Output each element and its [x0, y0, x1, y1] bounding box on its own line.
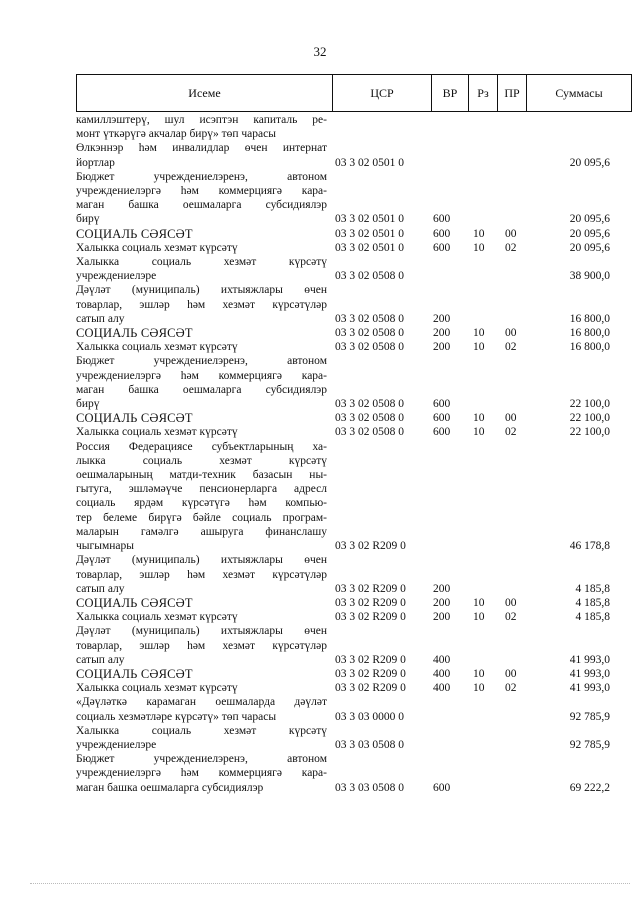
row-name-line: социаль ярдәм күрсәтүгә һәм компью-	[76, 497, 327, 510]
row-sum: 16 800,0	[569, 312, 610, 325]
row-name-line: социаль хезмәтләре күрсәтү» төп чарасы	[76, 710, 277, 723]
table-row	[76, 752, 632, 795]
row-sum: 41 993,0	[569, 682, 610, 695]
row-name	[76, 141, 331, 169]
table-row	[76, 695, 632, 723]
row-name-line: монт үткәрүгә акчалар бирү» төп чарасы	[76, 128, 276, 141]
row-sum: 4 185,8	[575, 596, 610, 609]
row-vr: 600	[433, 781, 451, 794]
row-name-line: Россия Федерациясе субъектларының ха-	[76, 440, 327, 453]
row-rz: 10	[473, 241, 485, 254]
table-body	[76, 113, 632, 795]
row-vr: 600	[433, 398, 451, 411]
row-sum: 38 900,0	[569, 270, 610, 283]
row-vr: 200	[433, 582, 451, 595]
row-name-line: маган башка оешмаларга субсидиялэр	[76, 383, 327, 396]
row-vr: 200	[433, 611, 451, 624]
row-name	[76, 724, 331, 752]
header-pr: ПР	[498, 75, 527, 111]
row-sum: 46 178,8	[569, 540, 610, 553]
row-name-line: маган башка оешмаларга субсидиялэр	[76, 199, 327, 212]
row-csr: 03 3 02 0501 0	[335, 156, 404, 169]
page-number: 32	[313, 44, 327, 59]
table-row	[76, 440, 632, 554]
table-row	[76, 624, 632, 667]
table-row	[76, 141, 632, 169]
row-sum: 69 222,2	[569, 781, 610, 794]
row-name	[76, 241, 331, 255]
row-sum: 22 100,0	[569, 426, 610, 439]
row-name-line: Дәүләт (муниципаль) ихтыяжлары өчен	[76, 284, 327, 297]
row-rz: 10	[473, 426, 485, 439]
row-name-line: маларын гамәлгә ашыруга финанслашу	[76, 525, 327, 538]
table-row	[76, 411, 632, 425]
row-name-line: гытуга, эшләмәүче пенсионерларга адресл	[76, 483, 327, 496]
row-name-line: товарлар, эшләр һәм хезмәт күрсәтүләр	[76, 298, 327, 311]
row-sum: 92 785,9	[569, 710, 610, 723]
table-row	[76, 354, 632, 411]
row-pr: 02	[505, 611, 517, 624]
row-name-line: учреждениелэргә һәм коммерциягә кара-	[76, 767, 327, 780]
row-pr: 00	[505, 227, 517, 240]
row-pr: 00	[505, 596, 517, 609]
row-csr: 03 3 02 0508 0	[335, 426, 404, 439]
row-csr: 03 3 02 0501 0	[335, 227, 404, 240]
row-name	[76, 440, 331, 554]
row-rz: 10	[473, 327, 485, 340]
table-row	[76, 425, 632, 439]
table-row	[76, 241, 632, 255]
row-csr: 03 3 03 0508 0	[335, 781, 404, 794]
row-sum: 41 993,0	[569, 653, 610, 666]
row-name	[76, 326, 331, 340]
row-vr: 600	[433, 227, 451, 240]
row-csr: 03 3 03 0508 0	[335, 738, 404, 751]
row-pr: 02	[505, 426, 517, 439]
row-rz: 10	[473, 412, 485, 425]
row-csr: 03 3 02 0508 0	[335, 341, 404, 354]
row-name	[76, 227, 331, 241]
row-name-line: камиллэштерү, шул исэптэн капиталь ре-	[76, 114, 327, 126]
row-name	[76, 624, 331, 667]
row-vr: 200	[433, 327, 451, 340]
row-name	[76, 752, 331, 795]
row-name	[76, 340, 331, 354]
row-name-line: Бюджет учреждениелэренэ, автоном	[76, 753, 327, 766]
row-name	[76, 113, 331, 141]
table-row	[76, 681, 632, 695]
table-row	[76, 170, 632, 227]
row-csr: 03 3 02 0508 0	[335, 327, 404, 340]
row-name	[76, 667, 331, 681]
row-csr: 03 3 02 0508 0	[335, 412, 404, 425]
row-name-line: сатып алу	[76, 653, 125, 666]
header-sum: Суммасы	[555, 85, 603, 100]
row-vr: 600	[433, 426, 451, 439]
table-row	[76, 255, 632, 283]
row-name	[76, 354, 331, 411]
row-name-line: Халыкка социаль хезмәт күрсәтү	[76, 682, 238, 695]
row-name-line: учреждениелэре	[76, 738, 157, 751]
row-pr: 00	[505, 412, 517, 425]
row-name-line: Дәүләт (муниципаль) ихтыяжлары өчен	[76, 625, 327, 638]
table-row	[76, 553, 632, 596]
row-sum: 4 185,8	[575, 611, 610, 624]
row-name	[76, 425, 331, 439]
row-name-line: тер белеме бирүгә бәйле социаль програм-	[76, 511, 327, 524]
table-row	[76, 596, 632, 610]
header-csr: ЦСР	[333, 75, 432, 111]
row-name-line: учреждениелэргә һәм коммерциягә кара-	[76, 185, 327, 198]
row-name-line: оешмаларының матди-техник базасын ны-	[76, 469, 327, 482]
row-rz: 10	[473, 341, 485, 354]
row-sum: 16 800,0	[569, 341, 610, 354]
table-row	[76, 340, 632, 354]
row-name-line: учреждениелэргә һәм коммерциягә кара-	[76, 369, 327, 382]
row-name-line: маган башка оешмаларга субсидиялэр	[76, 781, 264, 794]
header-name: Исеме	[77, 75, 333, 111]
row-csr: 03 3 02 R209 0	[335, 582, 406, 595]
row-sum: 92 785,9	[569, 738, 610, 751]
scan-artifact-line	[30, 883, 630, 886]
header-rz: Рз	[469, 75, 498, 111]
row-sum: 4 185,8	[575, 582, 610, 595]
row-vr: 200	[433, 341, 451, 354]
row-rz: 10	[473, 611, 485, 624]
row-name	[76, 255, 331, 283]
row-csr: 03 3 02 R209 0	[335, 540, 406, 553]
row-sum: 16 800,0	[569, 327, 610, 340]
row-name-line: товарлар, эшләр һәм хезмәт күрсәтүләр	[76, 568, 327, 581]
row-name-line: сатып алу	[76, 582, 125, 595]
row-sum: 20 095,6	[569, 156, 610, 169]
row-pr: 00	[505, 667, 517, 680]
row-vr: 200	[433, 596, 451, 609]
row-name	[76, 681, 331, 695]
row-rz: 10	[473, 227, 485, 240]
row-pr: 00	[505, 327, 517, 340]
row-csr: 03 3 02 R209 0	[335, 667, 406, 680]
row-name-line: Халыкка социаль хезмәт күрсәтү	[76, 341, 238, 354]
row-name-line: Өлкэннэр һәм инвалидлар өчен интернат	[76, 142, 327, 155]
row-sum: 22 100,0	[569, 398, 610, 411]
row-name	[76, 695, 331, 723]
row-csr: 03 3 02 R209 0	[335, 611, 406, 624]
row-name-line: СОЦИАЛЬ СӘЯСӘТ	[76, 666, 193, 681]
table-row	[76, 326, 632, 340]
row-sum: 20 095,6	[569, 213, 610, 226]
row-vr: 200	[433, 312, 451, 325]
row-rz: 10	[473, 667, 485, 680]
row-vr: 400	[433, 653, 451, 666]
row-name-line: «Дәүләткә карамаган оешмаларда дәүләт	[76, 696, 327, 709]
row-vr: 400	[433, 682, 451, 695]
row-pr: 02	[505, 341, 517, 354]
table-row	[76, 113, 632, 141]
row-name-line: Бюджет учреждениелэренэ, автоном	[76, 355, 327, 368]
row-csr: 03 3 02 R209 0	[335, 653, 406, 666]
row-name-line: СОЦИАЛЬ СӘЯСӘТ	[76, 595, 193, 610]
row-rz: 10	[473, 596, 485, 609]
header-vr: ВР	[432, 75, 469, 111]
table-header	[76, 74, 632, 112]
row-vr: 600	[433, 412, 451, 425]
row-csr: 03 3 02 R209 0	[335, 682, 406, 695]
table-row	[76, 283, 632, 326]
row-sum: 22 100,0	[569, 412, 610, 425]
row-name-line: йортлар	[76, 156, 115, 169]
row-sum: 41 993,0	[569, 667, 610, 680]
table-row	[76, 610, 632, 624]
row-name-line: Халыкка социаль хезмәт күрсәтү	[76, 426, 238, 439]
row-pr: 02	[505, 682, 517, 695]
table-row	[76, 227, 632, 241]
row-csr: 03 3 03 0000 0	[335, 710, 404, 723]
row-sum: 20 095,6	[569, 241, 610, 254]
row-name-line: лыкка социаль хезмәт күрсәтү	[76, 454, 327, 467]
row-name	[76, 610, 331, 624]
row-pr: 02	[505, 241, 517, 254]
row-name-line: СОЦИАЛЬ СӘЯСӘТ	[76, 226, 193, 241]
row-csr: 03 3 02 0508 0	[335, 312, 404, 325]
row-name	[76, 553, 331, 596]
row-name-line: чыгымнары	[76, 540, 134, 553]
table-row	[76, 667, 632, 681]
row-name-line: Бюджет учреждениелэренэ, автоном	[76, 170, 327, 183]
row-name-line: Халыкка социаль хезмәт күрсәтү	[76, 611, 238, 624]
table-row	[76, 724, 632, 752]
row-name	[76, 411, 331, 425]
row-sum: 20 095,6	[569, 227, 610, 240]
row-name-line: Дәүләт (муниципаль) ихтыяжлары өчен	[76, 554, 327, 567]
row-name-line: бирү	[76, 213, 100, 226]
row-name-line: Халыкка социаль хезмәт күрсәтү	[76, 256, 327, 269]
row-csr: 03 3 02 0501 0	[335, 241, 404, 254]
row-name-line: товарлар, эшләр һәм хезмәт күрсәтүләр	[76, 639, 327, 652]
row-name	[76, 170, 331, 227]
row-csr: 03 3 02 0508 0	[335, 270, 404, 283]
row-name-line: СОЦИАЛЬ СӘЯСӘТ	[76, 411, 193, 426]
row-name-line: учреждениелэре	[76, 270, 157, 283]
row-name-line: Халыкка социаль хезмәт күрсәтү	[76, 241, 238, 254]
row-vr: 600	[433, 241, 451, 254]
row-vr: 400	[433, 667, 451, 680]
row-csr: 03 3 02 0501 0	[335, 213, 404, 226]
row-csr: 03 3 02 R209 0	[335, 596, 406, 609]
row-name-line: бирү	[76, 398, 100, 411]
row-name	[76, 596, 331, 610]
row-name-line: СОЦИАЛЬ СӘЯСӘТ	[76, 326, 193, 341]
row-name	[76, 283, 331, 326]
row-csr: 03 3 02 0508 0	[335, 398, 404, 411]
row-vr: 600	[433, 213, 451, 226]
row-rz: 10	[473, 682, 485, 695]
row-name-line: сатып алу	[76, 312, 125, 325]
row-name-line: Халыкка социаль хезмәт күрсәтү	[76, 724, 327, 737]
